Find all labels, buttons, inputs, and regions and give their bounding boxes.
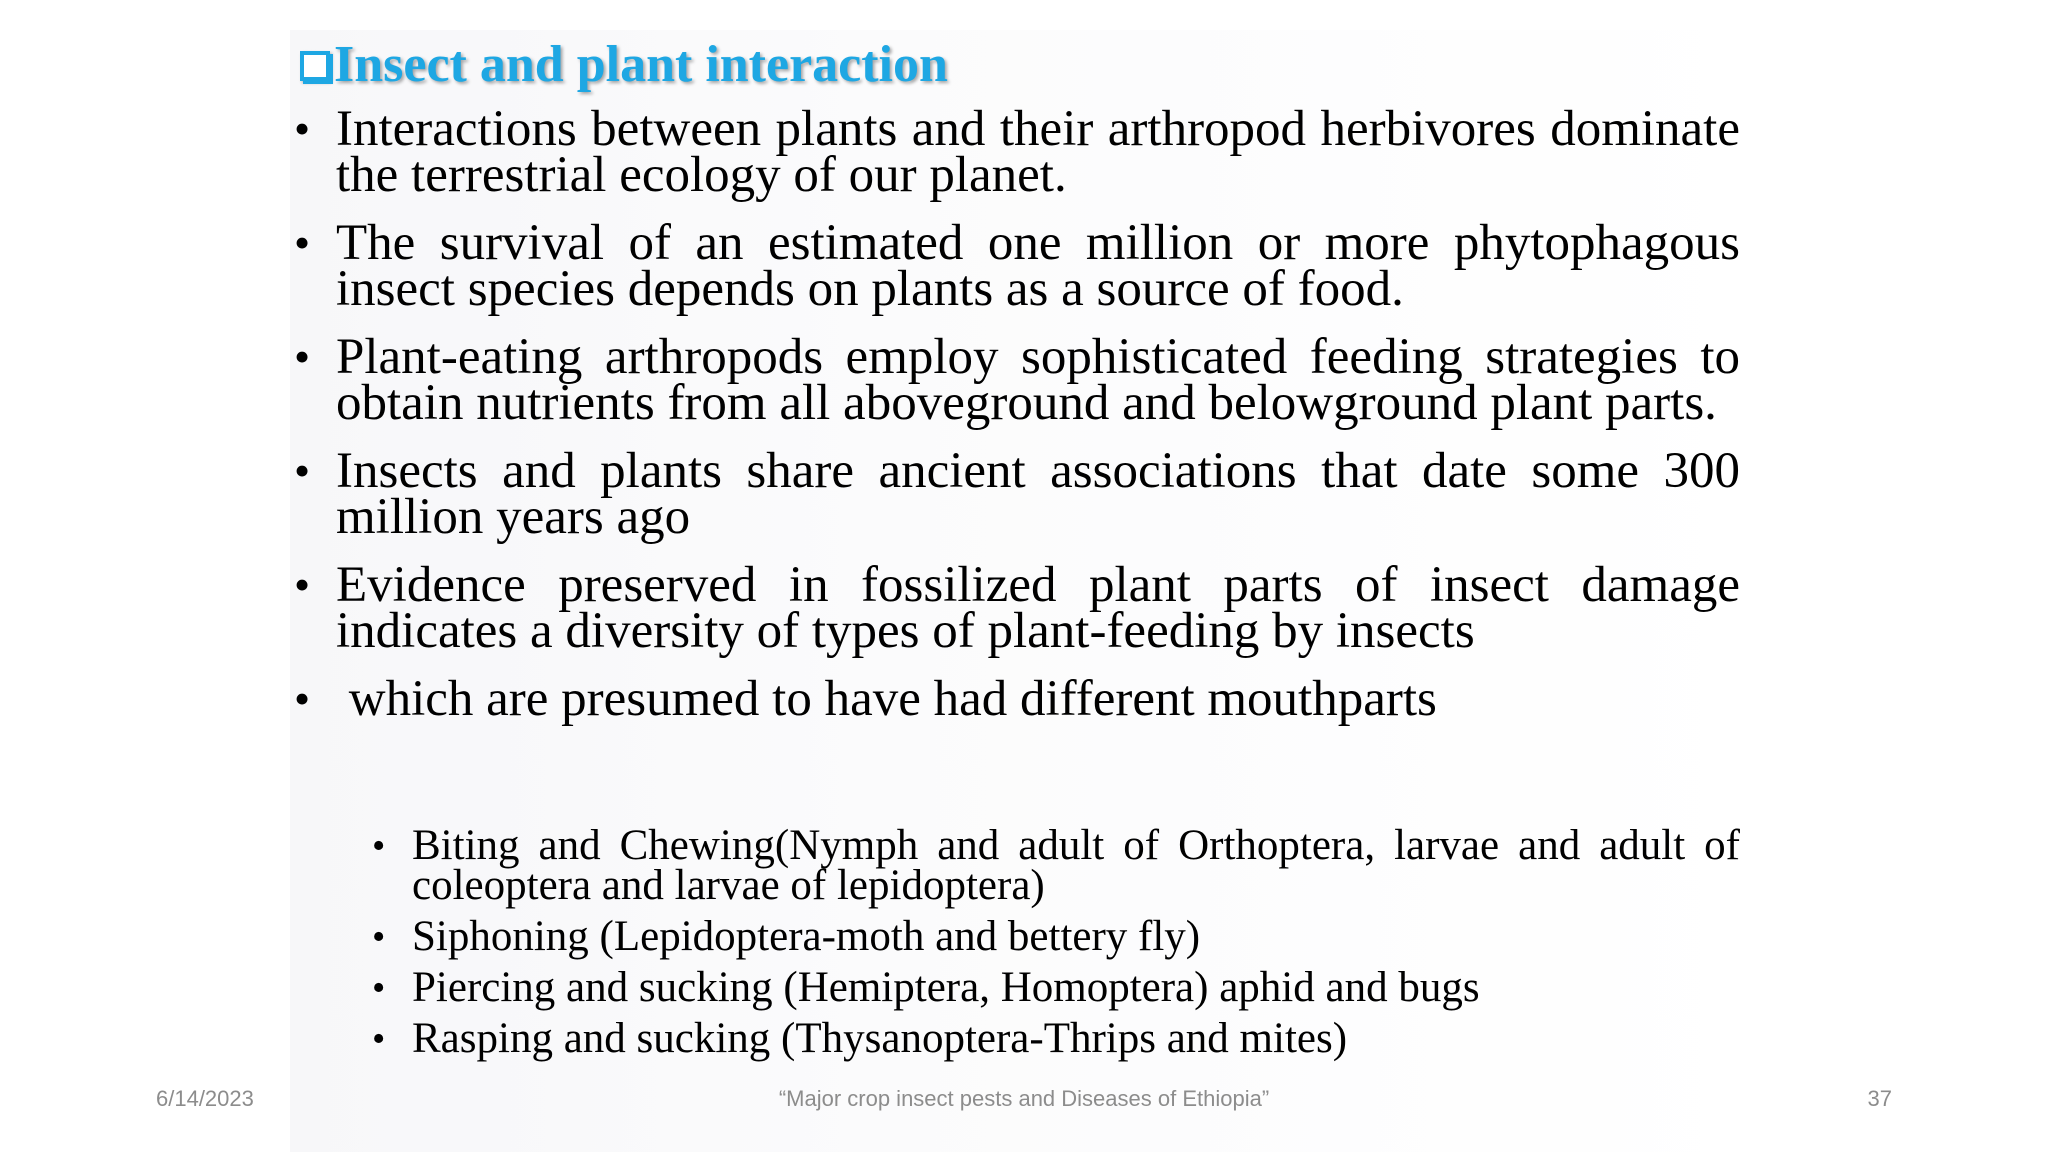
bullet-text: Interactions between plants and their arthropod herbivores dominate the terrestrial ecology of our planet. xyxy=(336,101,1740,203)
bullet-text: The survival of an estimated one million or more phytophagous insect species depends on plants as a source of food. xyxy=(336,215,1740,317)
bullet-dot: • xyxy=(372,1018,386,1060)
bullet-item xyxy=(290,329,1740,431)
sub-bullet-text: Biting and Chewing(Nymph and adult of Orthoptera, larvae and adult of coleoptera and larvae of lepidoptera) xyxy=(412,822,1740,909)
bullet-dot: • xyxy=(372,967,386,1009)
bullet-dot: • xyxy=(294,559,311,610)
sub-bullet-item xyxy=(366,1015,1740,1062)
slide-title-text: Insect and plant interaction xyxy=(334,35,948,93)
bullet-item xyxy=(290,215,1740,317)
bullet-text: which are presumed to have had different mouthparts xyxy=(336,671,1437,727)
bullet-item xyxy=(290,557,1740,659)
bullet-item xyxy=(290,671,1740,727)
checkbox-icon xyxy=(300,51,330,81)
sub-bullet-item xyxy=(366,913,1740,960)
bullet-dot: • xyxy=(372,916,386,958)
footer-title: “Major crop insect pests and Diseases of Ethiopia” xyxy=(778,1086,1270,1111)
bullet-list xyxy=(290,101,1740,727)
sub-bullet-text: Piercing and sucking (Hemiptera, Homoptera) aphid and bugs xyxy=(412,964,1480,1011)
bullet-item xyxy=(290,101,1740,203)
sub-bullet-list xyxy=(366,822,1740,1070)
sub-bullet-item xyxy=(366,964,1740,1011)
bullet-text: Evidence preserved in fossilized plant parts of insect damage indicates a diversity of types of plant-feeding by insects xyxy=(336,557,1740,659)
slide-number: 37 xyxy=(1867,1086,1892,1111)
slide-title xyxy=(300,32,948,96)
bullet-dot: • xyxy=(294,673,311,724)
sub-bullet-item xyxy=(366,822,1740,909)
bullet-dot: • xyxy=(294,217,311,268)
sub-bullet-text: Siphoning (Lepidoptera-moth and bettery fly) xyxy=(412,913,1201,960)
footer-date: 6/14/2023 xyxy=(156,1086,254,1111)
bullet-dot: • xyxy=(294,445,311,496)
bullet-dot: • xyxy=(372,825,386,867)
bullet-dot: • xyxy=(294,103,311,154)
bullet-item xyxy=(290,443,1740,545)
bullet-text: Plant-eating arthropods employ sophisticated feeding strategies to obtain nutrients from all aboveground and belowground plant parts. xyxy=(336,329,1740,431)
bullet-text: Insects and plants share ancient associations that date some 300 million years ago xyxy=(336,443,1740,545)
bullet-dot: • xyxy=(294,331,311,382)
sub-bullet-text: Rasping and sucking (Thysanoptera-Thrips and mites) xyxy=(412,1015,1348,1062)
